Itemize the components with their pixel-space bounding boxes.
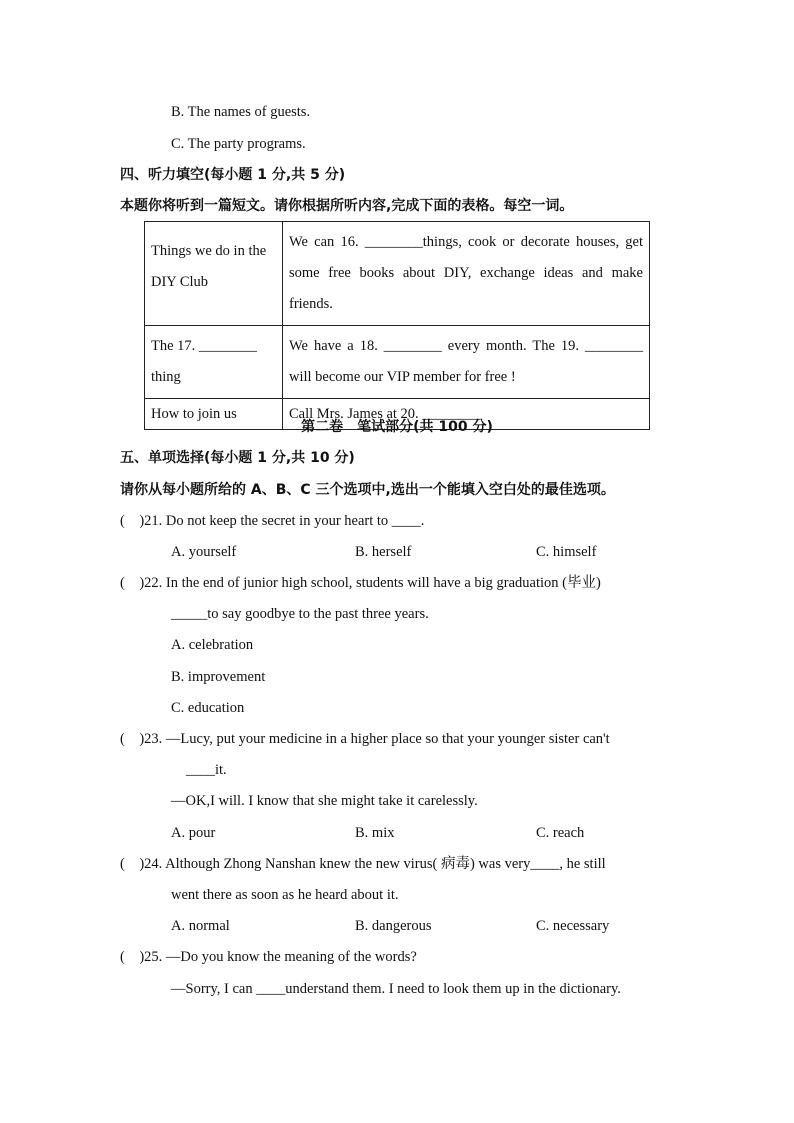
table-label-cell: Things we do in the DIY Club xyxy=(145,222,283,326)
diy-club-table xyxy=(144,221,650,430)
part-2-title: 第二卷 笔试部分(共 100 分) xyxy=(301,419,493,435)
question-23-stem: ( )23. —Lucy, put your medicine in a higher place so that your younger sister can't xyxy=(120,731,610,747)
question-24-stem-cont: went there as soon as he heard about it. xyxy=(171,887,399,903)
q22-option-b: B. improvement xyxy=(171,669,266,685)
section-5-title: 五、单项选择(每小题 1 分,共 10 分) xyxy=(120,450,355,466)
q23-option-b: B. mix xyxy=(355,825,395,841)
section-4-title: 四、听力填空(每小题 1 分,共 5 分) xyxy=(120,167,346,183)
prev-option-c: C. The party programs. xyxy=(171,136,306,152)
q24-option-b: B. dangerous xyxy=(355,918,432,934)
question-22-stem: ( )22. In the end of junior high school, students will have a big graduation (毕业) xyxy=(120,575,601,591)
table-content-cell: Call Mrs. James at 20. ________ xyxy=(283,399,650,430)
q23-option-c: C. reach xyxy=(536,825,585,841)
q21-option-a: A. yourself xyxy=(171,544,237,560)
table-content-cell: We have a 18. ________ every month. The 19. ________ will become our VIP member for free ! xyxy=(283,326,650,399)
table-row xyxy=(145,326,650,399)
q21-option-c: C. himself xyxy=(536,544,597,560)
table-content-cell: We can 16. ________things, cook or decorate houses, get some free books about DIY, exchange ideas and make friends. xyxy=(283,222,650,326)
section-5-instruction: 请你从每小题所给的 A、B、C 三个选项中,选出一个能填入空白处的最佳选项。 xyxy=(120,482,615,498)
question-25-stem: ( )25. —Do you know the meaning of the words? xyxy=(120,949,417,965)
section-4-instruction: 本题你将听到一篇短文。请你根据所听内容,完成下面的表格。每空一词。 xyxy=(120,198,574,214)
table-row xyxy=(145,222,650,326)
question-25-reply: —Sorry, I can ____understand them. I need to look them up in the dictionary. xyxy=(171,981,621,997)
table-label-cell: How to join us xyxy=(145,399,283,430)
table-label-cell: The 17. ________ thing xyxy=(145,326,283,399)
q24-option-a: A. normal xyxy=(171,918,230,934)
q23-option-a: A. pour xyxy=(171,825,216,841)
q22-option-c: C. education xyxy=(171,700,245,716)
prev-option-b: B. The names of guests. xyxy=(171,104,311,120)
question-22-stem-cont: _____to say goodbye to the past three years. xyxy=(171,606,429,622)
q22-option-a: A. celebration xyxy=(171,637,254,653)
question-23-stem-cont: ____it. xyxy=(186,762,227,778)
question-24-stem: ( )24. Although Zhong Nanshan knew the new virus( 病毒) was very____, he still xyxy=(120,856,606,872)
q21-option-b: B. herself xyxy=(355,544,412,560)
question-21-stem: ( )21. Do not keep the secret in your heart to ____. xyxy=(120,513,425,529)
question-23-reply: —OK,I will. I know that she might take it carelessly. xyxy=(171,793,478,809)
q24-option-c: C. necessary xyxy=(536,918,610,934)
